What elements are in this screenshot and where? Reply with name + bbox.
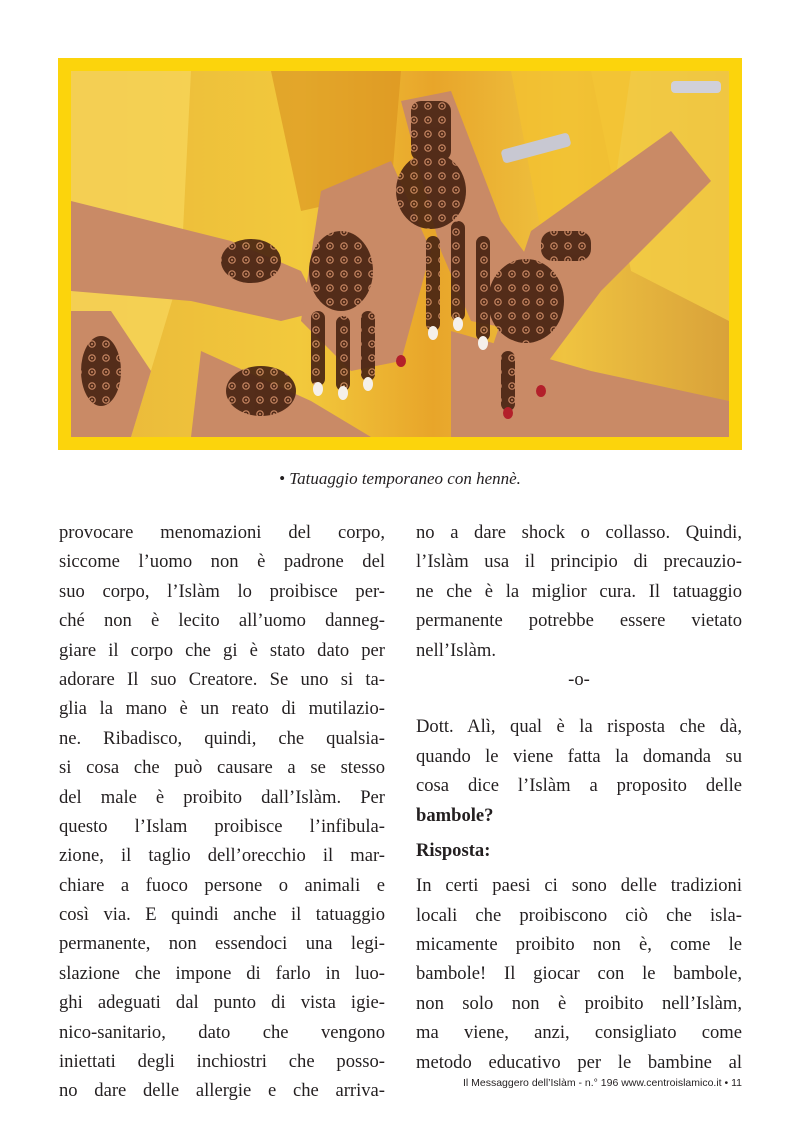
- answer-text-line: metodo educativo per le bambine al: [416, 1051, 742, 1073]
- body-text-line: glia la mano è un reato di mutilazio-: [59, 698, 385, 720]
- answer-paragraph: [416, 871, 742, 1077]
- question-text-line: cosa dice l’Islàm a proposito delle: [416, 775, 742, 797]
- answer-text-line: non solo non è proibito nell’Islàm,: [416, 992, 742, 1014]
- body-text-line: provocare menomazioni del corpo,: [59, 522, 385, 543]
- body-text-line: ne. Ribadisco, quindi, che qualsia-: [59, 727, 385, 749]
- body-text-line: l’Islàm usa il principio di precauzio-: [416, 551, 742, 573]
- answer-text-line: micamente proibito non è, come le: [416, 934, 742, 956]
- body-text-line: nell’Islàm.: [416, 639, 497, 661]
- body-text-line: così via. E quindi anche il tatuaggio: [59, 904, 385, 926]
- right-column: [416, 518, 742, 1077]
- body-text-line: permanente, non essendoci una legi-: [59, 933, 385, 955]
- body-text-line: si cosa che può causare a se stesso: [59, 757, 385, 779]
- henna-hands-illustration: [71, 71, 729, 437]
- left-column: [59, 518, 385, 1106]
- answer-heading: Risposta:: [416, 839, 491, 861]
- body-text-line: nico-sanitario, dato che vengono: [59, 1021, 385, 1043]
- page-footer: Il Messaggero dell’Islàm - n.° 196 www.centroislamico.it • 11: [462, 1077, 742, 1089]
- photo-caption: • Tatuaggio temporaneo con hennè.: [279, 469, 521, 488]
- body-text-line: ne che è la miglior cura. Il tatuaggio: [416, 580, 742, 602]
- question-text-line: Dott. Alì, qual è la risposta che dà,: [416, 716, 742, 738]
- answer-text-line: ma viene, anzi, consigliato come: [416, 1022, 742, 1044]
- body-text-line: suo corpo, l’Islàm lo proibisce per-: [59, 580, 385, 602]
- question-paragraph: [416, 712, 742, 800]
- answer-text-line: locali che proibiscono ciò che isla-: [416, 904, 742, 926]
- question-bold-term: bambole?: [416, 804, 494, 826]
- answer-text-line: In certi paesi ci sono delle tradizioni: [416, 875, 742, 897]
- body-text-line: giare il corpo che gi è stato dato per: [59, 639, 385, 661]
- body-text-line: zione, il taglio dell’orecchio il mar-: [59, 845, 385, 867]
- question-text-line: quando le viene fatta la domanda su: [416, 745, 742, 767]
- body-text-line: iniettati degli inchiostri che posso-: [59, 1051, 385, 1073]
- body-text-line: siccome l’uomo non è padrone del: [59, 551, 385, 573]
- body-text-line: adorare Il suo Creatore. Se uno si ta-: [59, 668, 385, 690]
- answer-text-line: bambole! Il giocar con le bambole,: [416, 963, 742, 985]
- body-text-line: chiare a fuoco persone o animali e: [59, 874, 385, 896]
- body-text-line: no dare delle allergie e che arriva-: [59, 1080, 385, 1102]
- body-text-line: ghi adeguati dal punto di vista igie-: [59, 992, 385, 1014]
- body-text-line: no a dare shock o collasso. Quindi,: [416, 522, 742, 543]
- section-separator: -o-: [568, 668, 590, 690]
- body-text-line: slazione che impone di farlo in luo-: [59, 962, 385, 984]
- body-text-line: permanente potrebbe essere vietato: [416, 610, 742, 632]
- henna-hands-photo: [71, 71, 729, 437]
- body-text-line: questo l’Islam proibisce l’infibula-: [59, 815, 385, 837]
- paragraph-tattoo-conclusion: [416, 518, 742, 665]
- body-text-line: del male è proibito dall’Islàm. Per: [59, 786, 385, 808]
- body-text-line: ché non è lecito all’uomo danneg-: [59, 610, 385, 632]
- photo-frame: [58, 58, 742, 450]
